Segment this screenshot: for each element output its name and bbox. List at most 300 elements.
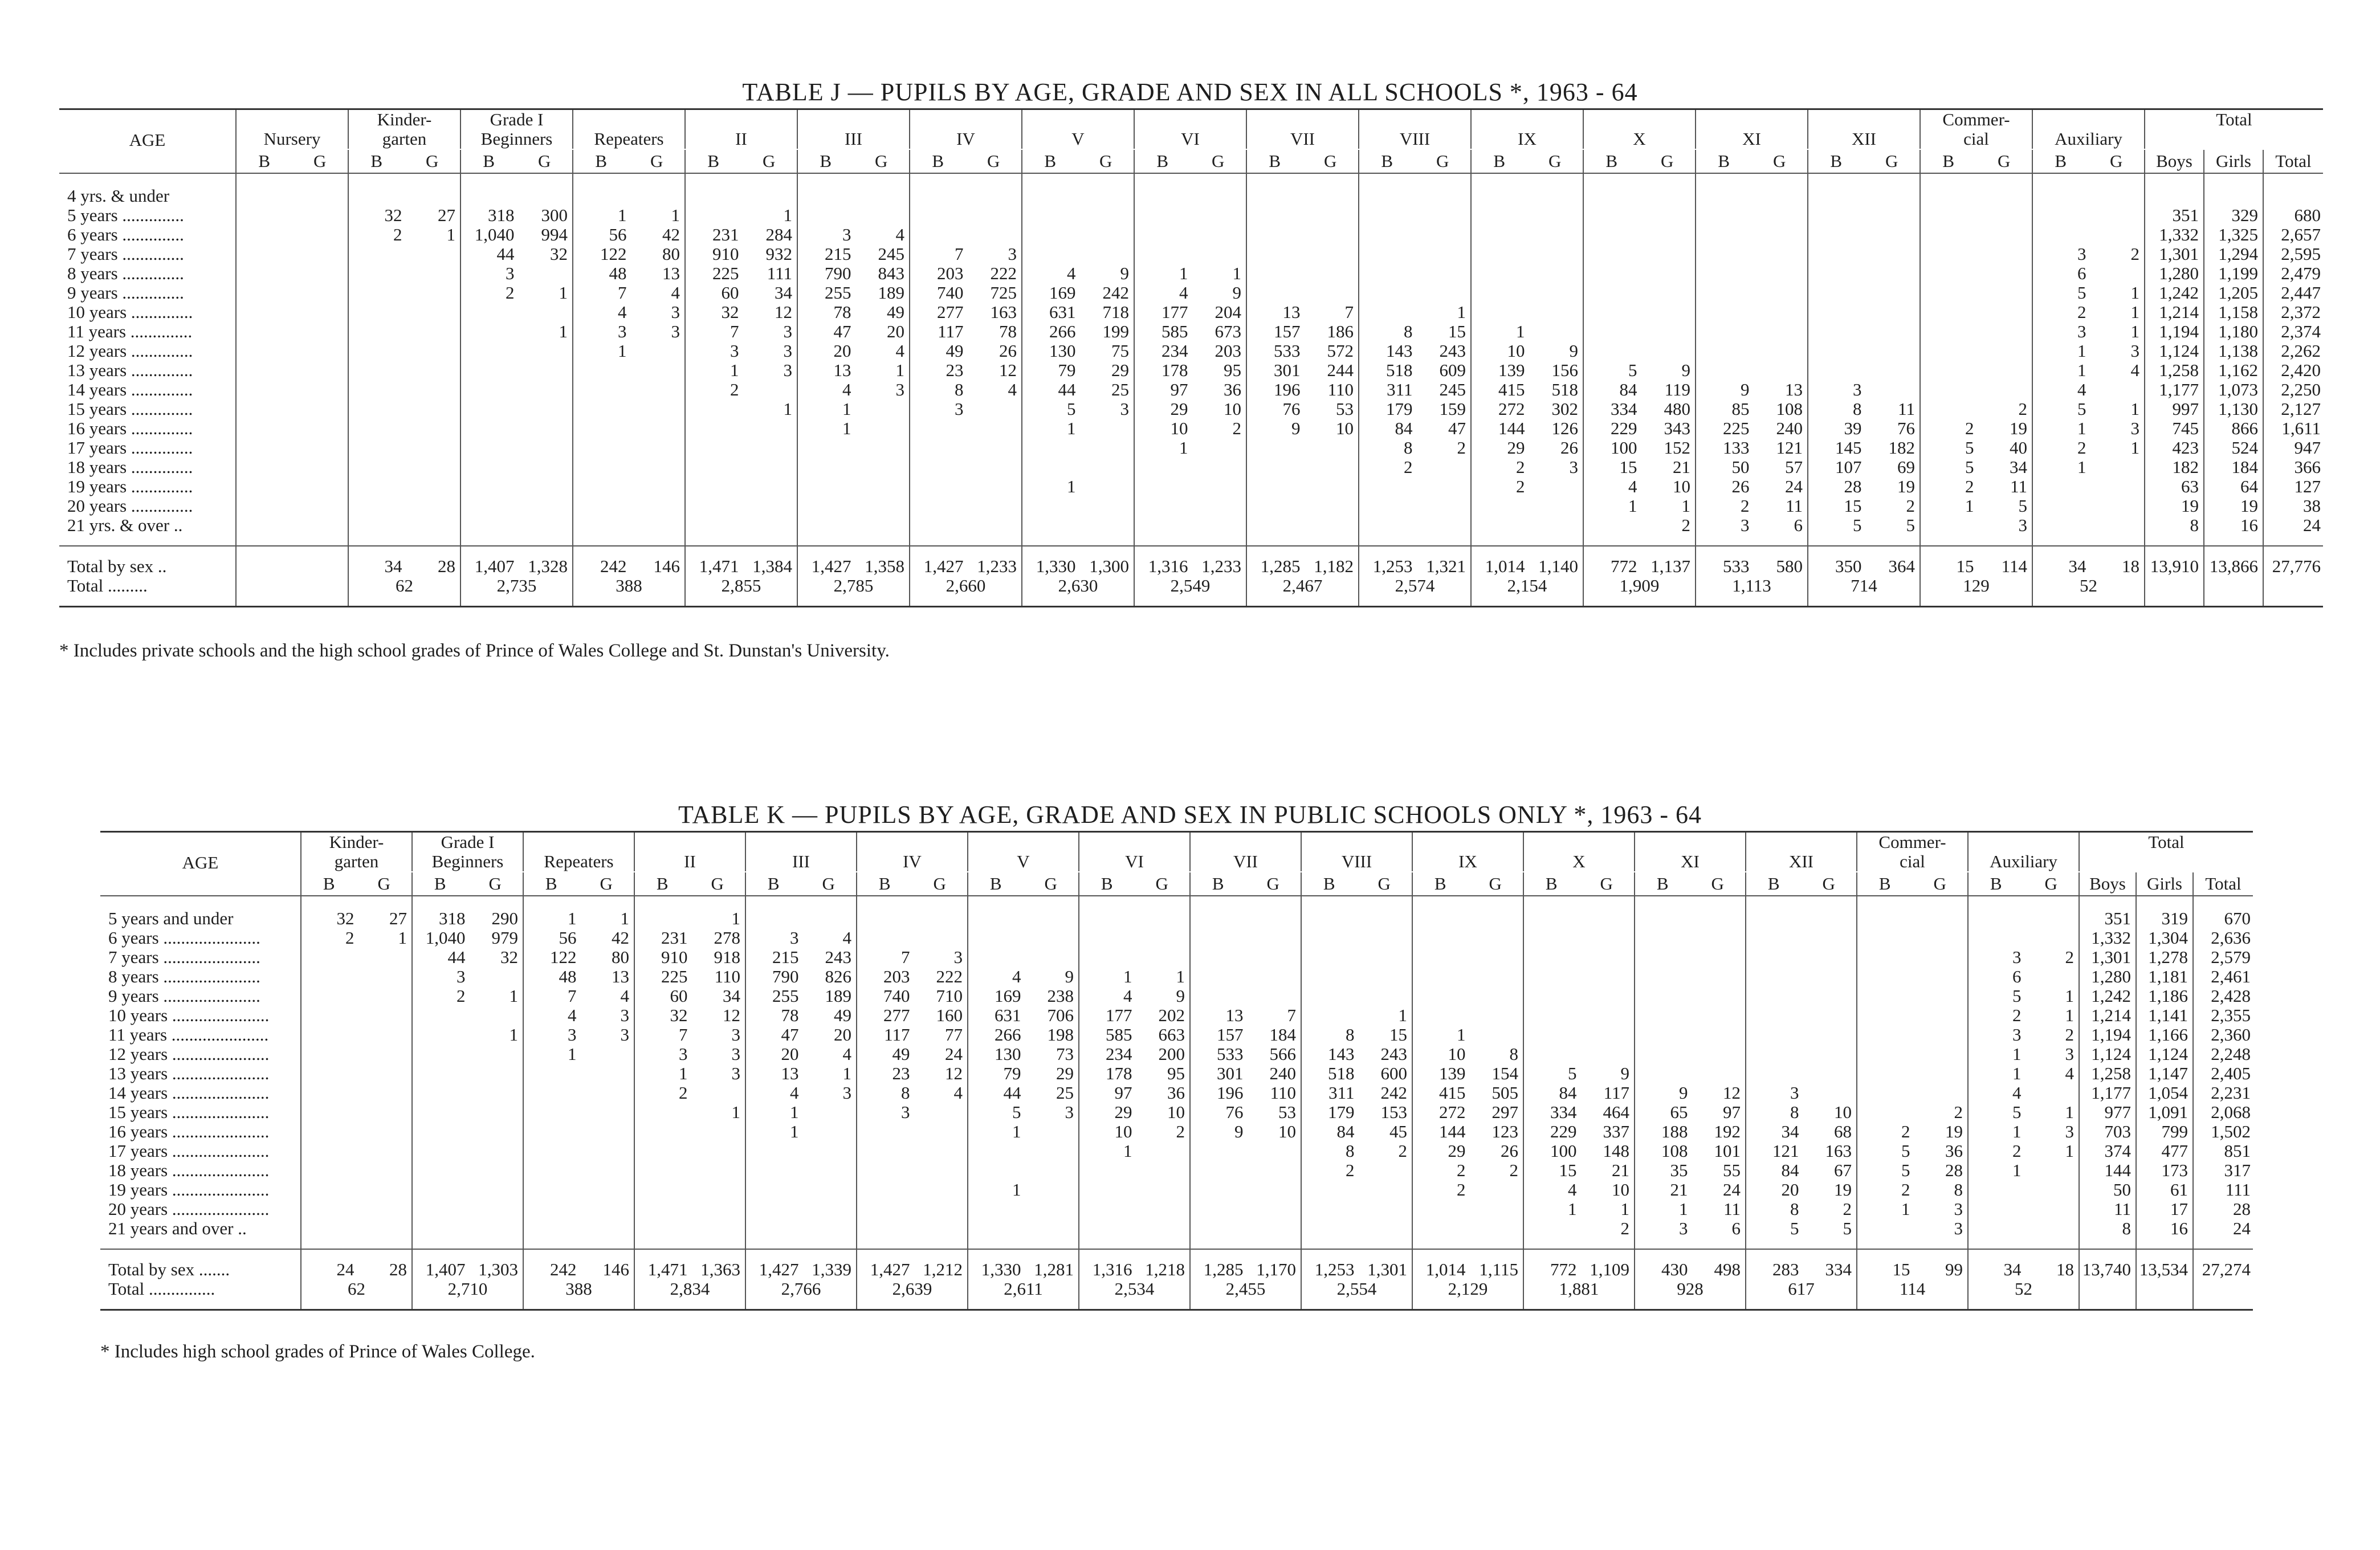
age-label: 12 years ..............	[67, 341, 193, 361]
data-cell: 144	[1439, 1121, 1466, 1141]
data-cell	[1415, 516, 1466, 535]
data-cell: 1	[679, 1063, 688, 1083]
data-cell	[1802, 909, 1852, 928]
data-cell	[854, 419, 905, 438]
total-by-sex-label: Total by sex ..	[59, 546, 236, 576]
total-label: Total .........	[59, 576, 236, 607]
sex-label: G	[1191, 150, 1247, 173]
data-cell	[1913, 948, 1963, 967]
sex-label: B	[634, 872, 690, 896]
data-cell: 1	[1012, 1121, 1021, 1141]
data-cell	[635, 1180, 688, 1200]
data-cell: 5	[1843, 1218, 1852, 1238]
data-cell	[461, 341, 515, 361]
data-cell: 518	[1386, 360, 1413, 380]
data-cell: 706	[1047, 1005, 1074, 1025]
data-cell	[1527, 516, 1579, 535]
data-cell: 15	[1844, 496, 1862, 516]
data-cell	[1413, 948, 1466, 967]
data-cell	[1302, 1180, 1355, 1200]
age-label: 15 years ......................	[108, 1102, 270, 1122]
data-cell	[1696, 303, 1750, 322]
data-cell: 415	[1439, 1083, 1466, 1103]
data-cell	[2033, 516, 2086, 535]
data-column	[966, 173, 1022, 546]
data-cell	[1808, 283, 1862, 303]
sex-label: B	[460, 150, 517, 173]
grade-header: Kinder- garten	[348, 109, 460, 149]
data-cell	[1413, 1200, 1466, 1219]
data-cell: 38	[2303, 496, 2321, 516]
age-label: 11 years ..............	[67, 321, 193, 341]
data-cell	[405, 399, 456, 419]
data-cell	[1415, 244, 1466, 264]
grade-header: Repeaters	[523, 832, 634, 872]
data-cell	[1857, 1219, 1910, 1238]
data-cell	[1579, 967, 1630, 986]
data-cell	[1752, 322, 1803, 341]
data-cell	[1690, 1025, 1741, 1045]
data-cell: 277	[937, 302, 964, 322]
data-cell: 2	[1457, 438, 1466, 458]
data-cell	[1079, 909, 1132, 928]
data-cell	[1135, 928, 1185, 948]
data-cell	[1802, 967, 1852, 986]
data-cell	[2024, 1083, 2075, 1103]
data-cell	[1078, 244, 1130, 264]
total-by-sex-cell: 34	[1968, 1249, 2024, 1279]
data-cell	[1135, 244, 1188, 264]
data-cell: 139	[1439, 1063, 1466, 1083]
total-by-sex-cell: 1,182	[1303, 546, 1359, 576]
data-cell: 3	[731, 1044, 740, 1064]
data-cell: 1,166	[2148, 1025, 2188, 1045]
total-by-sex-cell: 1,427	[910, 546, 966, 576]
data-cell	[349, 361, 402, 380]
data-cell: 1	[2077, 457, 2086, 477]
data-cell	[1191, 928, 1244, 948]
data-column	[745, 896, 801, 1249]
data-cell	[1976, 283, 2028, 303]
data-cell	[798, 477, 851, 496]
data-cell: 710	[936, 986, 963, 1006]
data-cell	[405, 322, 456, 341]
total-cell: 62	[301, 1279, 412, 1310]
data-cell	[686, 516, 739, 535]
data-cell: 78	[999, 321, 1017, 341]
data-cell	[1584, 341, 1637, 361]
data-cell	[301, 1200, 354, 1219]
data-cell	[1808, 361, 1862, 380]
data-column	[634, 896, 690, 1249]
data-cell: 3	[1120, 399, 1129, 419]
data-cell: 68	[1834, 1121, 1852, 1141]
data-cell: 3	[953, 947, 963, 967]
data-cell	[1191, 477, 1242, 496]
data-cell: 16	[2240, 515, 2258, 535]
data-cell: 56	[559, 928, 577, 948]
data-cell	[1802, 986, 1852, 1006]
data-cell	[801, 1103, 852, 1122]
data-cell	[461, 496, 515, 516]
data-cell	[857, 1122, 910, 1141]
sex-label: B	[1968, 872, 2024, 896]
data-column	[1022, 173, 1078, 546]
data-cell: 3	[1954, 1218, 1963, 1238]
data-cell	[357, 986, 407, 1006]
data-cell: 5	[1790, 1218, 1799, 1238]
total-by-sex-cell: 1,170	[1246, 1249, 1302, 1279]
total-cell: 2,554	[1301, 1279, 1412, 1310]
data-cell: 157	[1274, 321, 1301, 341]
data-column	[629, 173, 686, 546]
data-column	[741, 173, 798, 546]
data-cell	[798, 438, 851, 458]
data-cell: 5	[2018, 496, 2027, 516]
data-cell	[2204, 186, 2258, 206]
data-cell: 9	[1679, 1083, 1688, 1103]
data-cell: 1	[1067, 418, 1076, 438]
data-cell: 278	[714, 928, 740, 948]
data-column	[2193, 896, 2253, 1249]
data-cell	[690, 1122, 741, 1141]
data-cell	[1191, 244, 1242, 264]
data-cell	[1022, 496, 1076, 516]
data-cell	[579, 1200, 630, 1219]
data-cell: 3	[620, 1005, 629, 1025]
data-cell: 5	[1965, 438, 1974, 458]
data-cell	[1135, 206, 1188, 225]
data-cell: 1,258	[2091, 1063, 2131, 1083]
data-cell: 111	[767, 263, 792, 283]
total-cell: 2,534	[1079, 1279, 1190, 1310]
data-cell	[468, 1219, 519, 1238]
age-label: 18 years ..............	[67, 457, 193, 477]
data-cell: 6	[1794, 515, 1803, 535]
total-by-sex-cell: 18	[2089, 546, 2145, 576]
data-cell: 740	[883, 986, 910, 1006]
data-cell: 302	[1551, 399, 1578, 419]
data-cell: 1	[1679, 1199, 1688, 1219]
data-cell	[1857, 1064, 1910, 1083]
total-by-sex-cell: 580	[1752, 546, 1808, 576]
data-cell	[524, 1064, 577, 1083]
data-cell	[1022, 244, 1076, 264]
data-cell	[1527, 303, 1579, 322]
sex-label: B	[685, 150, 741, 173]
data-cell	[1976, 244, 2028, 264]
data-cell: 3	[671, 302, 680, 322]
data-cell: 1	[2077, 418, 2086, 438]
data-cell	[966, 225, 1017, 244]
data-cell: 918	[714, 947, 740, 967]
total-by-sex-cell: 1,316	[1134, 546, 1191, 576]
data-cell: 277	[883, 1005, 910, 1025]
data-cell	[686, 419, 739, 438]
data-cell: 42	[612, 928, 629, 948]
data-cell: 3	[1569, 457, 1578, 477]
data-cell	[413, 1083, 466, 1103]
data-cell: 1	[398, 928, 407, 948]
data-cell	[690, 1180, 741, 1200]
data-cell	[801, 1180, 852, 1200]
total-by-sex-cell: 13,866	[2204, 546, 2263, 576]
data-cell	[579, 1122, 630, 1141]
data-cell: 1,162	[2218, 360, 2258, 380]
sex-label: G	[1078, 150, 1135, 173]
data-column	[523, 896, 579, 1249]
data-cell	[746, 1141, 799, 1161]
sex-label: G	[1752, 150, 1808, 173]
data-cell	[2024, 967, 2075, 986]
data-cell	[857, 1200, 910, 1219]
data-cell: 50	[1731, 457, 1750, 477]
data-cell: 27	[438, 205, 455, 225]
data-cell: 1,304	[2148, 928, 2188, 948]
data-cell: 2,461	[2211, 966, 2251, 986]
data-cell: 1	[618, 205, 627, 225]
data-cell	[746, 1200, 799, 1219]
data-cell	[1135, 1180, 1185, 1200]
sex-label: G	[1468, 872, 1524, 896]
data-cell: 585	[1162, 321, 1188, 341]
data-cell: 34	[2010, 457, 2027, 477]
data-cell: 518	[1551, 380, 1578, 399]
data-cell	[405, 496, 456, 516]
sex-label: B	[1523, 872, 1579, 896]
data-cell: 1,194	[2091, 1025, 2131, 1045]
data-cell	[1808, 264, 1862, 283]
data-cell	[1857, 948, 1910, 967]
data-cell: 47	[833, 321, 851, 341]
data-cell	[517, 399, 568, 419]
sex-label: G	[912, 872, 968, 896]
age-label: 16 years ..............	[67, 418, 193, 438]
data-cell: 5	[1965, 457, 1974, 477]
total-by-sex-cell: 1,427	[745, 1249, 801, 1279]
total-by-sex-cell: 114	[1976, 546, 2033, 576]
data-cell	[1191, 1161, 1244, 1180]
data-cell	[912, 1219, 963, 1238]
data-cell	[1024, 1219, 1074, 1238]
data-column	[2024, 896, 2080, 1249]
data-cell	[1024, 1161, 1074, 1180]
data-cell	[1246, 1200, 1297, 1219]
data-cell: 40	[2010, 438, 2027, 458]
data-cell	[1864, 206, 1916, 225]
data-column	[357, 896, 413, 1249]
data-cell	[461, 380, 515, 399]
data-cell	[690, 1219, 741, 1238]
data-cell	[1690, 1006, 1741, 1025]
data-cell: 32	[384, 205, 402, 225]
grade-header: VIII	[1301, 832, 1412, 872]
data-cell: 3	[901, 1102, 910, 1122]
data-cell	[629, 419, 680, 438]
data-cell: 1	[1457, 302, 1466, 322]
data-cell	[292, 225, 344, 244]
data-cell	[468, 1006, 519, 1025]
data-cell: 15	[1559, 1160, 1577, 1180]
data-cell	[1640, 341, 1691, 361]
data-cell	[1913, 1006, 1963, 1025]
total-by-sex-cell: 1,285	[1246, 546, 1303, 576]
data-cell: 366	[2294, 457, 2321, 477]
data-cell	[1135, 477, 1188, 496]
data-column	[1802, 896, 1857, 1249]
total-by-sex-cell: 28	[357, 1249, 413, 1279]
data-cell: 29	[1448, 1141, 1466, 1161]
data-column	[1968, 896, 2024, 1249]
data-column	[2145, 173, 2204, 546]
data-cell	[635, 1141, 688, 1161]
data-cell	[1359, 516, 1413, 535]
data-cell: 64	[2240, 476, 2258, 496]
data-cell: 2,479	[2281, 263, 2321, 283]
data-cell: 4	[568, 1005, 577, 1025]
data-column	[1024, 896, 1079, 1249]
data-cell: 159	[1439, 399, 1466, 419]
data-cell	[1640, 186, 1691, 206]
data-cell	[1976, 225, 2028, 244]
data-cell	[1857, 1006, 1910, 1025]
data-cell	[1584, 322, 1637, 341]
data-cell	[1696, 341, 1750, 361]
data-cell: 1	[2130, 283, 2139, 303]
data-cell	[357, 1161, 407, 1180]
data-cell	[357, 967, 407, 986]
data-column	[1527, 173, 1584, 546]
data-cell	[1524, 1219, 1577, 1238]
data-cell	[1746, 909, 1799, 928]
data-cell: 69	[1897, 457, 1915, 477]
data-cell	[1303, 458, 1354, 477]
data-cell: 2	[393, 225, 402, 244]
data-cell: 718	[1102, 302, 1129, 322]
sex-label: B	[573, 150, 629, 173]
data-column	[412, 896, 468, 1249]
data-cell	[292, 322, 344, 341]
total-by-sex-cell: 772	[1523, 1249, 1579, 1279]
data-cell: 9	[1620, 1063, 1629, 1083]
data-cell	[357, 1083, 407, 1103]
data-cell	[349, 399, 402, 419]
data-cell	[801, 1161, 852, 1180]
data-cell: 11	[1723, 1199, 1741, 1219]
data-cell: 49	[834, 1005, 851, 1025]
data-cell	[910, 225, 964, 244]
data-cell	[1357, 1200, 1408, 1219]
data-cell: 192	[1714, 1121, 1741, 1141]
sex-label: G	[2089, 150, 2145, 173]
data-cell	[1808, 225, 1862, 244]
data-cell	[1808, 303, 1862, 322]
data-cell	[686, 496, 739, 516]
data-cell: 1	[568, 908, 577, 928]
data-cell	[1247, 283, 1301, 303]
data-cell: 189	[825, 986, 851, 1006]
total-cell: 2,129	[1412, 1279, 1523, 1310]
data-cell	[1022, 186, 1076, 206]
total-by-sex-cell: 13,534	[2136, 1249, 2193, 1279]
data-cell: 1,177	[2159, 380, 2199, 399]
total-cell: 2,455	[1190, 1279, 1301, 1310]
data-cell: 300	[541, 205, 568, 225]
data-cell: 673	[1215, 321, 1241, 341]
data-cell	[1246, 928, 1297, 948]
data-column	[854, 173, 910, 546]
data-cell: 1	[2012, 1121, 2022, 1141]
data-cell	[798, 206, 851, 225]
data-cell: 266	[995, 1025, 1021, 1045]
total-cell: 2,630	[1022, 576, 1134, 607]
data-cell: 10	[1673, 476, 1690, 496]
data-cell	[746, 909, 799, 928]
data-cell: 4	[790, 1083, 799, 1103]
total-by-sex-cell: 13,910	[2145, 546, 2204, 576]
sex-label: G	[405, 150, 461, 173]
data-cell	[1752, 244, 1803, 264]
data-cell	[413, 1103, 466, 1122]
data-cell: 1	[2130, 321, 2139, 341]
sex-label: G	[690, 872, 746, 896]
data-cell	[635, 1219, 688, 1238]
sex-label: G	[2024, 872, 2080, 896]
data-cell: 910	[712, 244, 739, 264]
sex-label: G	[517, 150, 573, 173]
data-cell: 2,657	[2281, 225, 2321, 244]
total-cell: 928	[1635, 1279, 1746, 1310]
data-cell	[1640, 322, 1691, 341]
sex-label: B	[1359, 150, 1415, 173]
data-cell	[1413, 1006, 1466, 1025]
data-cell	[854, 477, 905, 496]
grade-header: II	[634, 832, 745, 872]
age-label: 7 years ......................	[108, 947, 260, 967]
data-cell: 5	[1901, 1141, 1910, 1161]
data-cell	[2089, 496, 2140, 516]
data-cell: 2	[1965, 418, 1974, 438]
data-cell	[2024, 1180, 2075, 1200]
data-cell	[910, 496, 964, 516]
data-cell	[1864, 322, 1916, 341]
data-cell: 337	[1603, 1121, 1629, 1141]
data-cell	[1802, 928, 1852, 948]
data-cell: 566	[1269, 1044, 1296, 1064]
data-cell: 139	[1498, 360, 1525, 380]
data-cell: 73	[1056, 1044, 1074, 1064]
data-cell: 2,068	[2211, 1102, 2251, 1122]
data-cell	[517, 186, 568, 206]
data-cell	[573, 399, 627, 419]
data-cell	[798, 516, 851, 535]
data-cell: 10	[1167, 1102, 1185, 1122]
data-column	[1579, 896, 1635, 1249]
data-column	[1190, 896, 1246, 1249]
data-cell	[801, 1122, 852, 1141]
data-cell	[1802, 1006, 1852, 1025]
total-by-sex-cell: 18	[2024, 1249, 2080, 1279]
data-cell	[349, 380, 402, 399]
data-cell	[910, 477, 964, 496]
data-cell	[237, 516, 290, 535]
data-cell	[1303, 244, 1354, 264]
data-column	[2032, 173, 2089, 546]
data-cell: 4	[953, 1083, 963, 1103]
data-cell: 19	[2181, 496, 2199, 516]
grade-header: II	[685, 109, 797, 149]
data-cell	[292, 496, 344, 516]
